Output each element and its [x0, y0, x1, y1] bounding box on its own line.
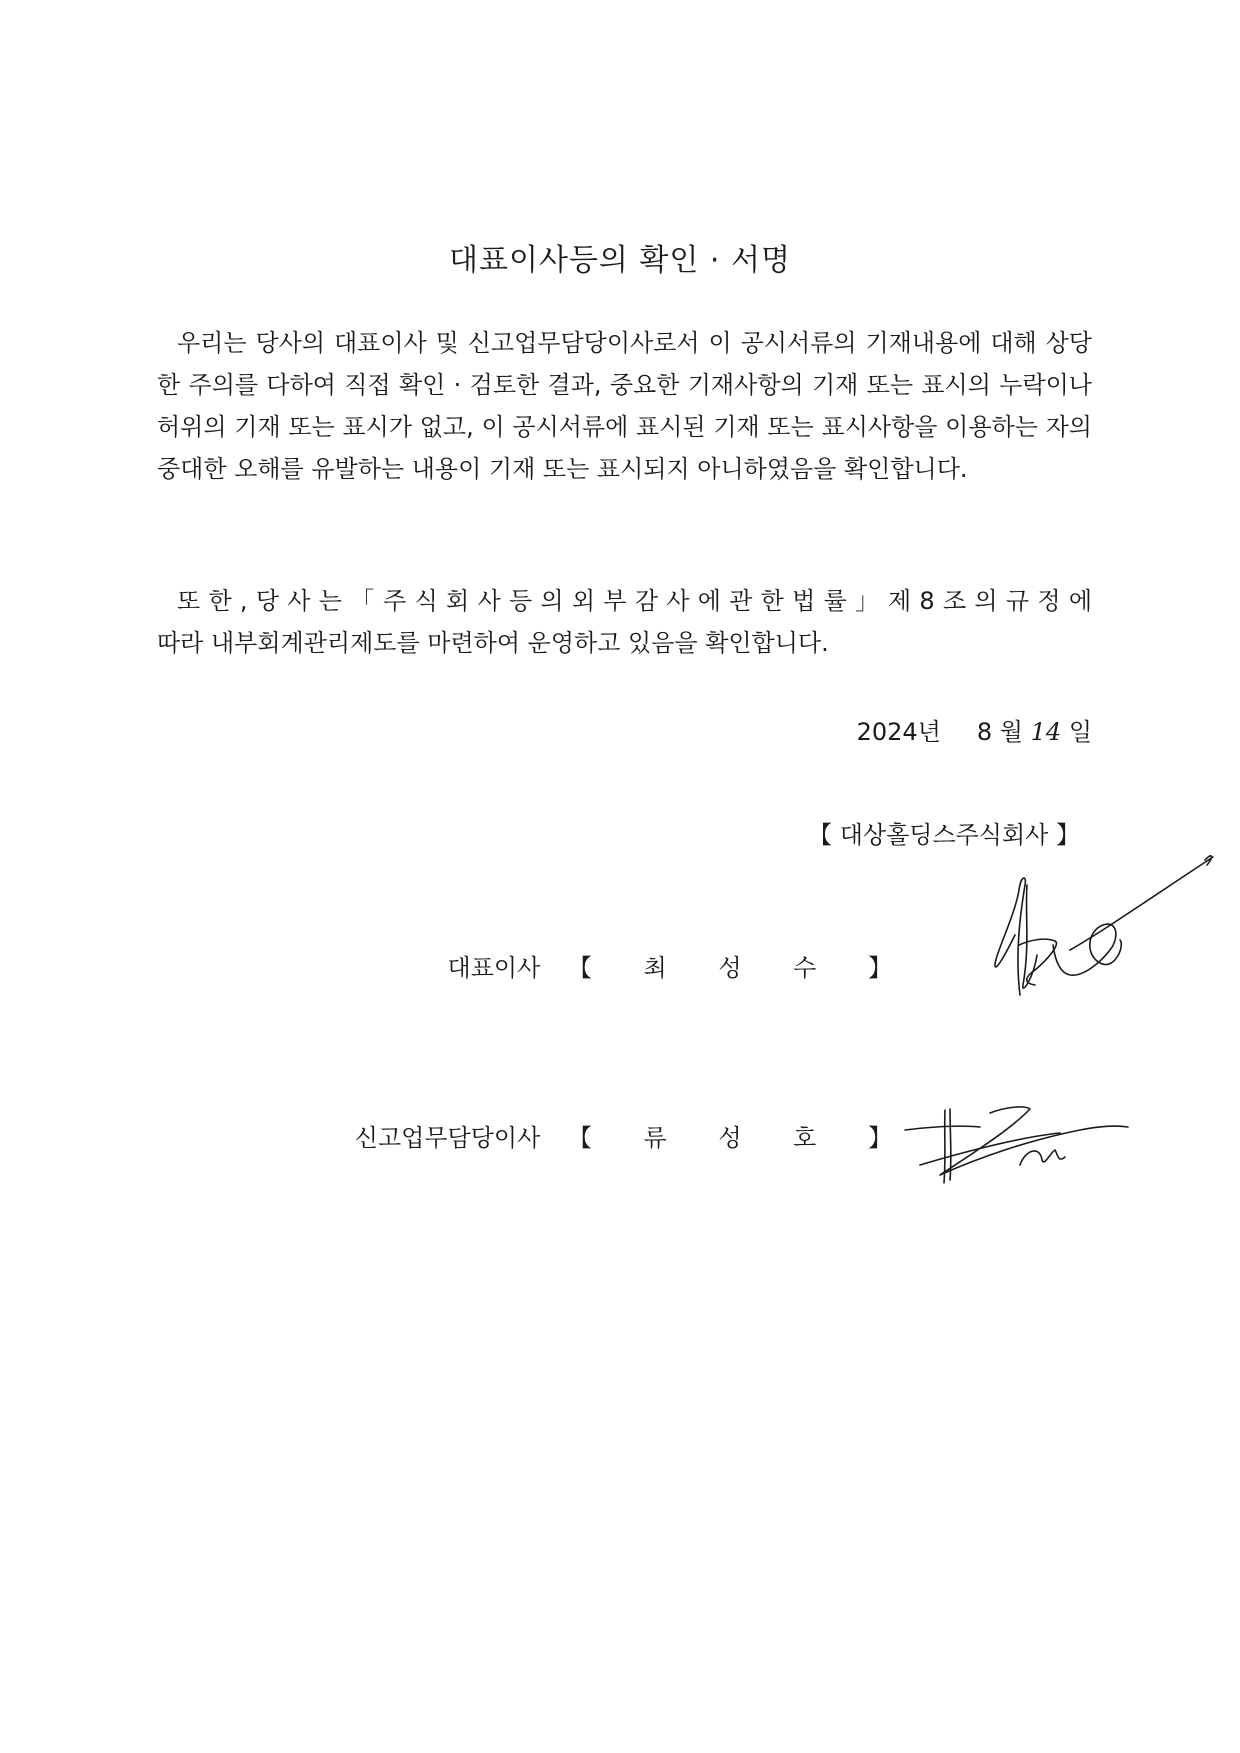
signature-date [857, 712, 1092, 747]
reporting-officer-signature-line [355, 1118, 914, 1153]
confirmation-paragraph: 우리는 당사의 대표이사 및 신고업무담당이사로서 이 공시서류의 기재내용에 대해 상당한 주의를 다하여 직접 확인 · 검토한 결과, 중요한 기재사항의 기재 또는 표시의 누락이나 허위의 기재 또는 표시가 없고, 이 공시서류에 표시된 기재 또는 표시사항을 이용하는 자의 중대한 오해를 유발하는 내용이 기재 또는 표시되지 아니하였음을 확인합니다. [157, 329, 1092, 483]
date-day: 14 [1030, 718, 1062, 746]
date-day-suffix: 일 [1068, 718, 1092, 746]
ceo-handwritten-signature [975, 845, 1215, 1015]
reporting-officer-handwritten-signature [900, 1095, 1130, 1185]
ceo-role: 대표이사 [447, 954, 541, 982]
date-month: 8 월 [976, 718, 1023, 746]
ceo-signature-line [448, 948, 914, 983]
reporting-officer-name: 【 류 성 호 】 [567, 1124, 914, 1152]
company-name: 【 대상홀딩스주식회사 】 [808, 821, 1080, 849]
internal-control-paragraph: 또 한 , 당 사 는 「 주 식 회 사 등 의 외 부 감 사 에 관 한 법 률 」 제 8 조 의 규 정 에 따라 내부회계관리제도를 마련하여 운영하고 있음을 확인합니다. [157, 587, 1092, 657]
date-year: 2024년 [856, 718, 941, 746]
ceo-name: 【 최 성 수 】 [567, 954, 914, 982]
reporting-officer-role: 신고업무담당이사 [354, 1124, 541, 1152]
document-title: 대표이사등의 확인 · 서명 [449, 243, 791, 278]
